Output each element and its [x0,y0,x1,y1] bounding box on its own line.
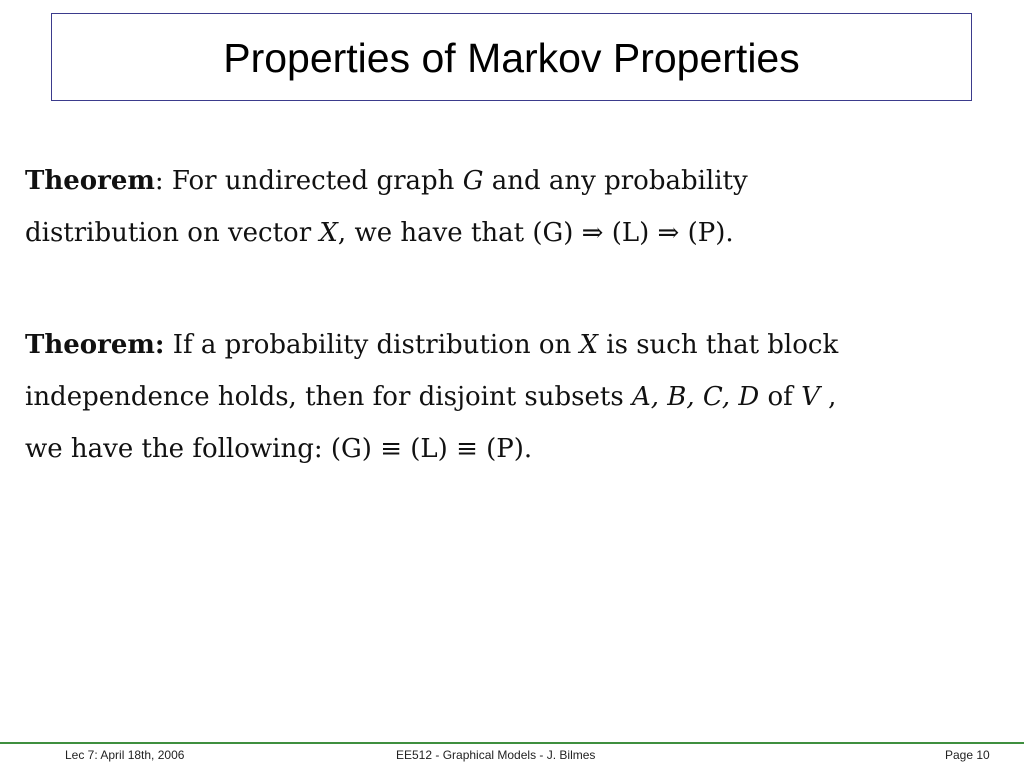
footer-divider [0,742,1024,744]
theorem-2-label: Theorem: [25,330,165,360]
vector-symbol: X [579,330,599,360]
subset-symbols: A, B, C, D [631,382,760,412]
theorem-1-text: : For undirected graph [154,166,463,196]
theorem-1-line-1 [25,166,748,196]
theorem-1-text: and any probability [483,166,748,196]
graph-symbol: G [462,166,484,196]
theorem-2-line-3 [25,434,532,464]
footer-lecture-date: Lec 7: April 18th, 2006 [65,748,185,762]
theorem-2-text: independence holds, then for disjoint subsets [25,382,632,412]
theorem-2-equivalence: we have the following: (G) ≡ (L) ≡ (P). [25,434,533,464]
vector-symbol: X [319,218,338,248]
title-box [51,13,972,101]
footer-page-number: Page 10 [945,748,990,762]
theorem-1-label: Theorem [25,166,155,196]
slide-title: Properties of Markov Properties [223,34,800,81]
theorem-2-text: of [759,382,802,412]
vertex-set-symbol: V [801,382,820,412]
theorem-2-text: is such that block [598,330,839,360]
theorem-2-text: If a probability distribution on [164,330,580,360]
theorem-2-line-1 [25,330,838,360]
theorem-1-implication: , we have that (G) ⇒ (L) ⇒ (P). [337,218,734,248]
theorem-1-text: distribution on vector [25,218,320,248]
theorem-2-text: , [819,382,837,412]
footer-course: EE512 - Graphical Models - J. Bilmes [396,748,596,762]
theorem-1-line-2 [25,218,734,248]
theorem-2-line-2 [25,382,836,412]
